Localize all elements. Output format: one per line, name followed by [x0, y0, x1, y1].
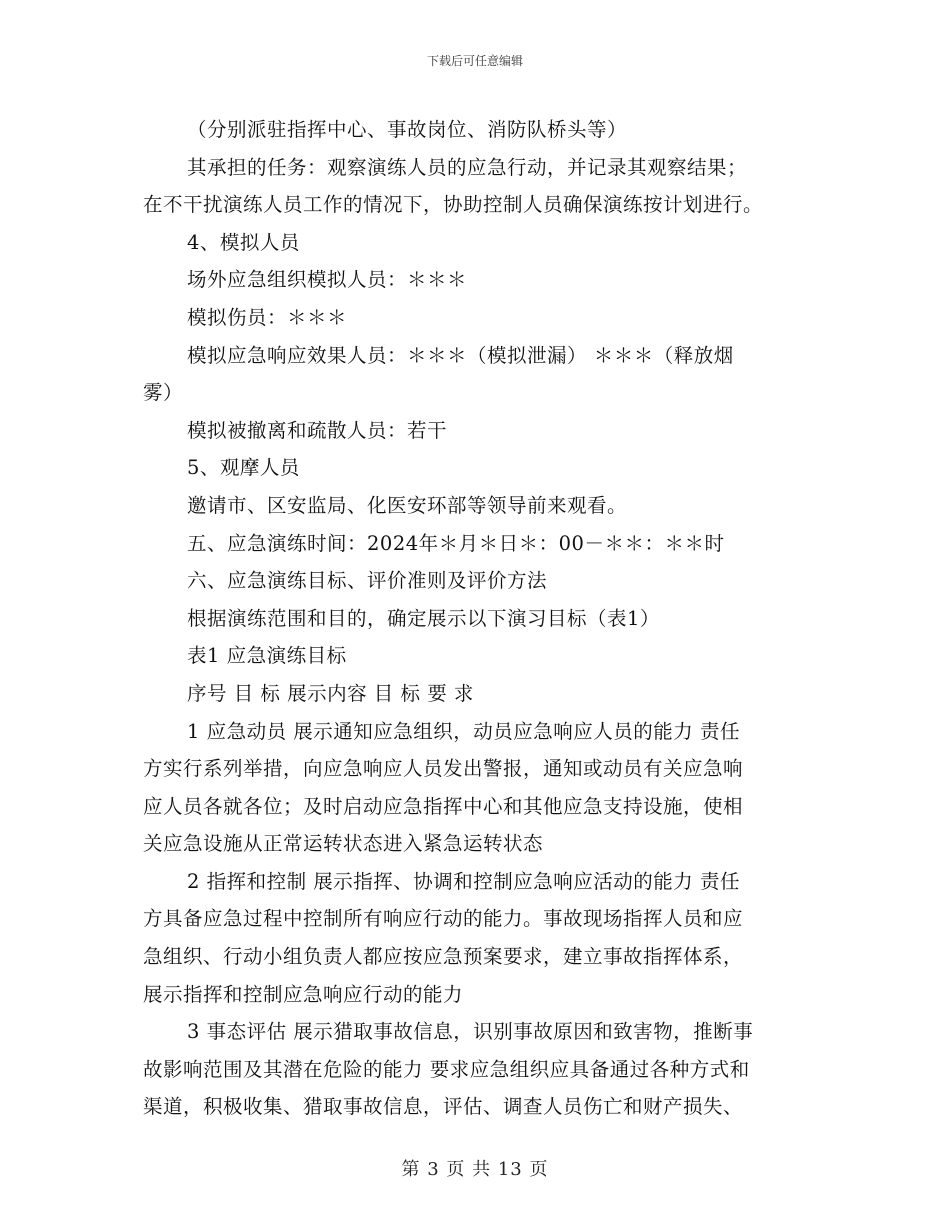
- page-number: 第 3 页 共 13 页: [401, 1159, 549, 1180]
- body-line: 模拟应急响应效果人员：＊＊＊（模拟泄漏） ＊＊＊（释放烟: [187, 343, 734, 367]
- section-heading-six: 六、应急演练目标、评价准则及评价方法: [187, 569, 548, 593]
- table-row-2: 2 指挥和控制 展示指挥、协调和控制应急响应活动的能力 责任: [187, 869, 741, 893]
- body-line: 模拟伤员：＊＊＊: [187, 305, 348, 329]
- body-line: 雾）: [143, 381, 184, 405]
- body-line: 根据演练范围和目的，确定展示以下演习目标（表1）: [187, 606, 660, 630]
- body-line: （分别派驻指挥中心、事故岗位、消防队桥头等）: [187, 118, 628, 141]
- table-row-3: 3 事态评估 展示猎取事故信息，识别事故原因和致害物，推断事: [187, 1020, 754, 1044]
- table-row-1: 1 应急动员 展示通知应急组织，动员应急响应人员的能力 责任: [187, 719, 741, 743]
- section-heading-five: 五、应急演练时间：2024年＊月＊日＊：00－＊＊：＊＊时: [187, 531, 725, 555]
- page-header-note: 下载后可任意编辑: [426, 54, 523, 68]
- body-line: 在不干扰演练人员工作的情况下，协助控制人员确保演练按计划进行。: [143, 193, 764, 217]
- body-line: 急组织、行动小组负责人都应按应急预案要求，建立事故指挥体系，: [143, 945, 744, 969]
- body-line: 模拟被撤离和疏散人员：若干: [187, 418, 448, 442]
- body-line: 方具备应急过程中控制所有响应行动的能力。事故现场指挥人员和应: [143, 907, 744, 931]
- body-line: 故影响范围及其潜在危险的能力 要求应急组织应具备通过各种方式和: [143, 1057, 750, 1081]
- body-line: 应人员各就各位；及时启动应急指挥中心和其他应急支持设施，使相: [143, 794, 744, 818]
- section-heading-4: 4、模拟人员: [187, 230, 300, 254]
- body-line: 关应急设施从正常运转状态进入紧急运转状态: [143, 832, 544, 856]
- section-heading-5: 5、观摩人员: [187, 456, 300, 480]
- body-line: 邀请市、区安监局、化医安环部等领导前来观看。: [187, 493, 628, 517]
- table-caption: 表1 应急演练目标: [187, 644, 347, 668]
- body-line: 渠道，积极收集、猎取事故信息，评估、调查人员伤亡和财产损失、: [143, 1095, 744, 1119]
- body-line: 方实行系列举措，向应急响应人员发出警报，通知或动员有关应急响: [143, 757, 744, 781]
- body-line: 展示指挥和控制应急响应行动的能力: [143, 982, 464, 1006]
- body-line: 场外应急组织模拟人员：＊＊＊: [187, 268, 468, 292]
- body-line: 其承担的任务：观察演练人员的应急行动，并记录其观察结果；: [187, 155, 748, 179]
- table-header-row: 序号 目 标 展示内容 目 标 要 求: [187, 681, 474, 705]
- document-body: [143, 111, 813, 1126]
